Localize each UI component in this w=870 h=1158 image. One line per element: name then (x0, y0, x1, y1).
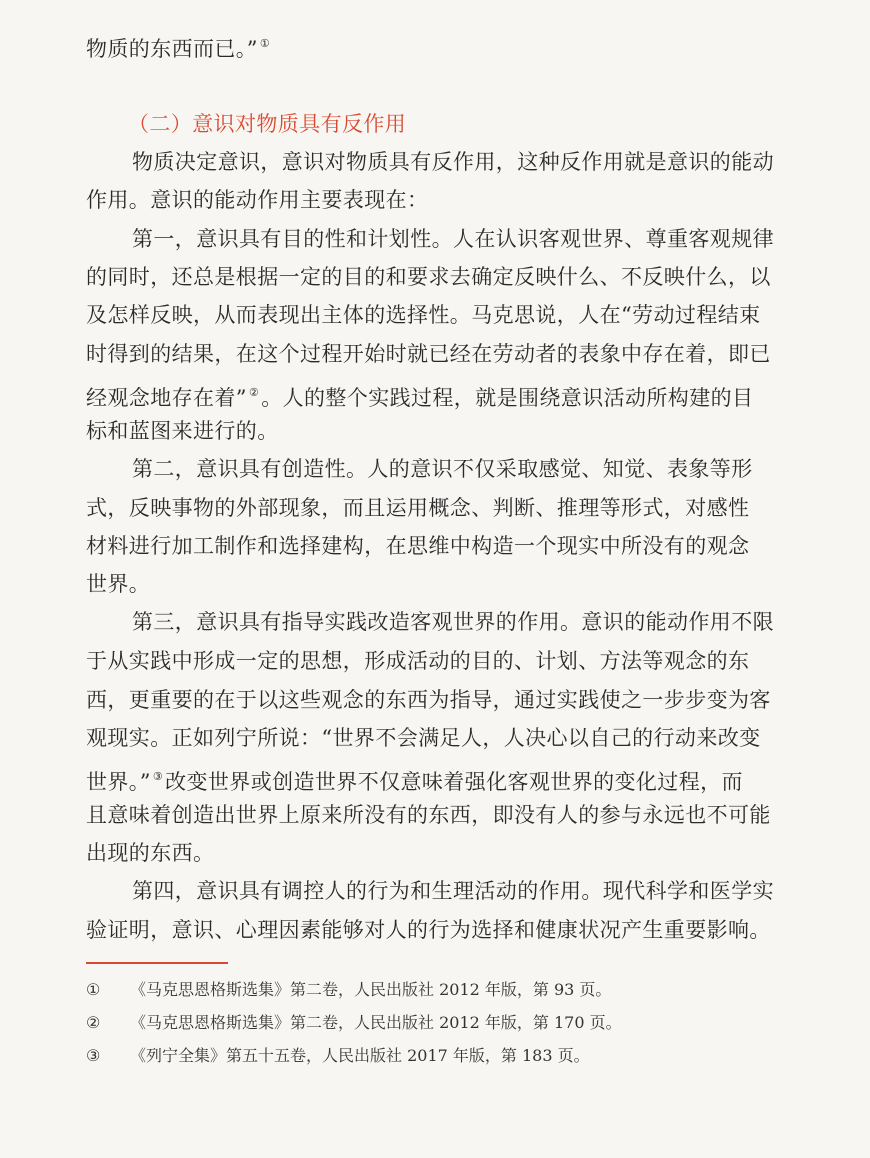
footnote-3 (86, 1046, 590, 1066)
third-line-4: 观现实。正如列宁所说：“世界不会满足人，人决心以自己的行动来改变 (86, 726, 761, 750)
footnote-divider (86, 962, 228, 964)
third-line-7: 出现的东西。 (86, 841, 215, 865)
first-line-1: 第一，意识具有目的性和计划性。人在认识客观世界、尊重客观规律 (132, 227, 774, 251)
third-line-6: 且意味着创造出世界上原来所没有的东西，即没有人的参与永远也不可能 (86, 803, 771, 827)
footnote-ref-1: ① (259, 37, 271, 50)
first-line-5-part-a: 经观念地存在着” (86, 386, 247, 410)
second-line-1: 第二，意识具有创造性。人的意识不仅采取感觉、知觉、表象等形 (132, 457, 753, 481)
first-line-2: 的同时，还总是根据一定的目的和要求去确定反映什么、不反映什么，以 (86, 265, 771, 289)
first-line-5-part-b: 。人的整个实践过程，就是围绕意识活动所构建的目 (261, 386, 754, 410)
footnote-marker: ③ (86, 1046, 101, 1065)
third-line-2: 于从实践中形成一定的思想，形成活动的目的、计划、方法等观念的东 (86, 649, 750, 673)
first-line-4: 时得到的结果，在这个过程开始时就已经在劳动者的表象中存在着，即已 (86, 342, 771, 366)
third-line-5-part-b: 改变世界或创造世界不仅意味着强化客观世界的变化过程，而 (165, 770, 743, 794)
footnote-text: 《马克思恩格斯选集》第二卷，人民出版社 2012 年版，第 93 页。 (130, 980, 612, 999)
footnote-2 (86, 1013, 622, 1033)
continued-quote-line (86, 31, 272, 62)
third-line-3: 西，更重要的在于以这些观念的东西为指导，通过实践使之一步步变为客 (86, 688, 771, 712)
second-line-2: 式，反映事物的外部现象，而且运用概念、判断、推理等形式，对感性 (86, 496, 750, 520)
intro-line-2: 作用。意识的能动作用主要表现在： (86, 188, 429, 212)
footnote-ref-2: ② (248, 386, 260, 399)
footnote-text: 《马克思恩格斯选集》第二卷，人民出版社 2012 年版，第 170 页。 (130, 1013, 622, 1032)
intro-line-1: 物质决定意识，意识对物质具有反作用，这种反作用就是意识的能动 (132, 150, 774, 174)
footnote-ref-3: ③ (152, 770, 164, 783)
third-line-1: 第三，意识具有指导实践改造客观世界的作用。意识的能动作用不限 (132, 610, 774, 634)
quote-text: 物质的东西而已。” (86, 37, 258, 61)
first-line-3: 及怎样反映，从而表现出主体的选择性。马克思说，人在“劳动过程结束 (86, 303, 761, 327)
footnote-marker: ① (86, 980, 101, 999)
footnote-text: 《列宁全集》第五十五卷，人民出版社 2017 年版，第 183 页。 (130, 1046, 590, 1065)
section-heading: （二）意识对物质具有反作用 (128, 112, 407, 136)
first-line-5 (86, 380, 753, 411)
fourth-line-2: 验证明，意识、心理因素能够对人的行为选择和健康状况产生重要影响。 (86, 918, 771, 942)
footnote-marker: ② (86, 1013, 101, 1032)
second-line-4: 世界。 (86, 572, 151, 596)
first-line-6: 标和蓝图来进行的。 (86, 419, 279, 443)
footnote-1 (86, 980, 611, 1000)
third-line-5-part-a: 世界。” (86, 770, 151, 794)
fourth-line-1: 第四，意识具有调控人的行为和生理活动的作用。现代科学和医学实 (132, 879, 774, 903)
third-line-5 (86, 764, 743, 795)
second-line-3: 材料进行加工制作和选择建构，在思维中构造一个现实中所没有的观念 (86, 534, 750, 558)
